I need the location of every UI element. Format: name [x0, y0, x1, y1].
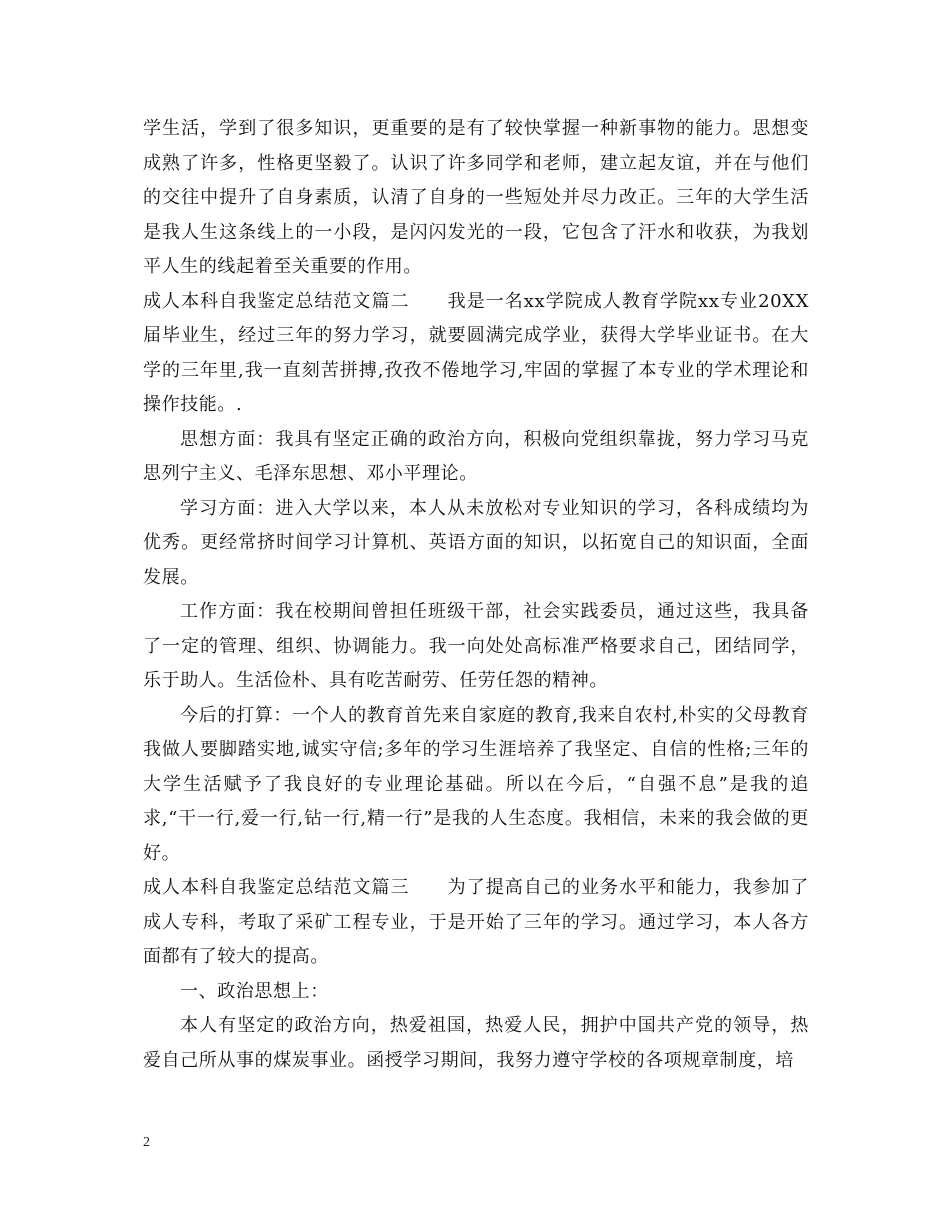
- paragraph-subheading: 一、政治思想上：: [180, 980, 329, 1002]
- paragraph: 学生活，学到了很多知识，更重要的是有了较快掌握一种新事物的能力。思想变成熟了许多，性格更坚毅了。认识了许多同学和老师，建立起友谊，并在与他们的交往中提升了自身素质，认清了自身的一些短处并尽力改正。三年的大学生活是我人生这条线上的一小段，是闪闪发光的一段，它包含了汗水和收获，为我划平人生的线起着至关重要的作用。: [143, 118, 809, 277]
- paragraph: 今后的打算：一个人的教育首先来自家庭的教育,我来自农村,朴实的父母教育我做人要脚踏实地,诚实守信;多年的学习生涯培养了我坚定、自信的性格;三年的大学生活赋予了我良好的专业理论基础。所以在今后，“自强不息”是我的追求,“干一行,爱一行,钻一行,精一行”是我的人生态度。我相信，未来的我会做的更好。: [143, 704, 809, 864]
- page-number: 2: [143, 1135, 150, 1150]
- paragraph-section-heading: 成人本科自我鉴定总结范文篇三 为了提高自己的业务水平和能力，我参加了成人专科，考取了采矿工程专业，于是开始了三年的学习。通过学习，本人各方面都有了较大的提高。: [143, 877, 809, 967]
- paragraph-section-heading: 成人本科自我鉴定总结范文篇二 我是一名xx学院成人教育学院xx专业20XX届毕业生，经过三年的努力学习，就要圆满完成学业，获得大学毕业证书。在大学的三年里,我一直刻苦拼搏,孜孜不倦地学习,牢固的掌握了本专业的学术理论和操作技能。.: [143, 290, 809, 415]
- paragraph: 本人有坚定的政治方向，热爱祖国，热爱人民，拥护中国共产党的领导，热爱自己所从事的煤炭事业。函授学习期间，我努力遵守学校的各项规章制度，培: [143, 1015, 809, 1071]
- paragraph: 学习方面：进入大学以来，本人从未放松对专业知识的学习，各科成绩均为优秀。更经常挤时间学习计算机、英语方面的知识，以拓宽自己的知识面，全面发展。: [143, 497, 809, 588]
- document-body: [143, 112, 809, 1078]
- paragraph: 思想方面：我具有坚定正确的政治方向，积极向党组织靠拢，努力学习马克思列宁主义、毛泽东思想、邓小平理论。: [143, 428, 809, 484]
- paragraph: 工作方面：我在校期间曾担任班级干部，社会实践委员，通过这些，我具备了一定的管理、组织、协调能力。我一向处处高标准严格要求自己，团结同学，乐于助人。生活俭朴、具有吃苦耐劳、任劳任怨的精神。: [143, 601, 809, 691]
